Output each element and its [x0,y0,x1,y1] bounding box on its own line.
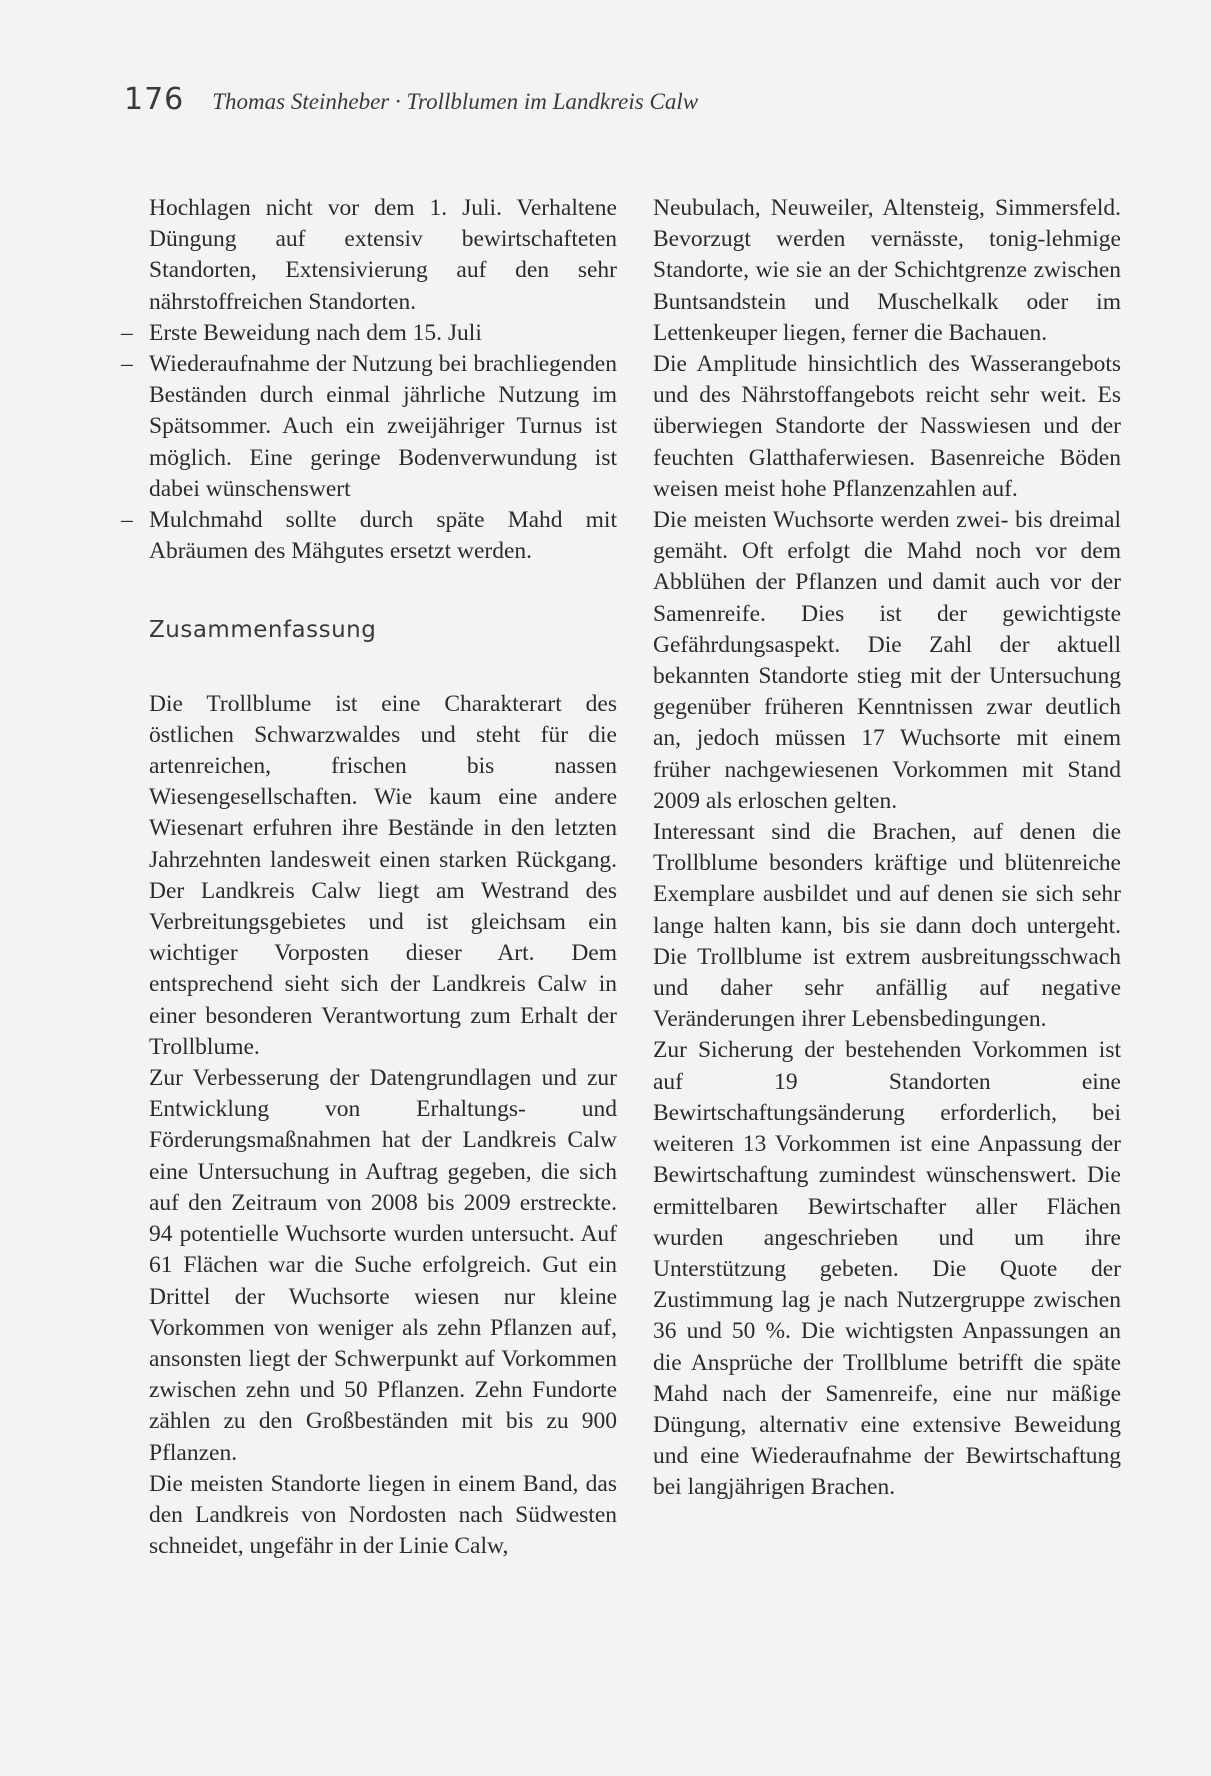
body-paragraph: Interessant sind die Brachen, auf denen die Trollblume besonders kräftige und blütenreiche Exemplare ausbildet und auf denen sie sich sehr lange halten kann, bis sie dann doch untergeht. Die Trollblume ist extrem ausbreitungsschwach und daher sehr anfällig auf negative Veränderungen ihrer Lebensbedingungen. [653,819,1121,1033]
section-heading: Zusammenfassung [149,617,377,644]
page-header [124,82,698,117]
left-column [149,193,617,1562]
body-paragraph: Zur Sicherung der bestehenden Vorkommen ist auf 19 Standorten eine Bewirtschaftungsänderung erforderlich, bei weiteren 13 Vorkommen ist eine Anpassung der Bewirtschaftung zumindest wünschenswert. Die ermittelbaren Bewirtschafter aller Flächen wurden angeschrieben und um ihre Unterstützung gebeten. Die Quote der Zustimmung lag je nach Nutzergruppe zwischen 36 und 50 %. Die wichtigsten Anpassungen an die Ansprüche der Trollblume betrifft die späte Mahd nach der Samenreife, eine nur mäßige Düngung, alternativ eine extensive Beweidung und eine Wiederaufnahme der Bewirtschaftung bei langjährigen Brachen. [653,1037,1121,1501]
measures-list [149,318,617,568]
body-paragraph: Die meisten Standorte liegen in einem Band, das den Landkreis von Nordosten nach Südwesten schneidet, ungefähr in der Linie Calw, [149,1470,617,1560]
list-item: – Wiederaufnahme der Nutzung bei brachliegenden Beständen durch einmal jährliche Nutzung im Spätsommer. Auch ein zweijähriger Turnus ist möglich. Eine geringe Bodenverwundung ist dabei wünschenswert [149,349,617,505]
body-paragraph: Die Amplitude hinsichtlich des Wasserangebots und des Nährstoffangebots reicht sehr weit. Es überwiegen Standorte der Nasswiesen und der feuchten Glatthaferwiesen. Basenreiche Böden weisen meist hohe Pflanzenzahlen auf. [653,351,1121,502]
list-item: – Mulchmahd sollte durch späte Mahd mit Abräumen des Mähgutes ersetzt werden. [149,505,617,567]
body-paragraph: Neubulach, Neuweiler, Altensteig, Simmersfeld. Bevorzugt werden vernässte, tonig-lehmige Standorte, wie sie an der Schichtgrenze zwischen Buntsandstein und Muschelkalk oder im Lettenkeuper liegen, ferner die Bachauen. [653,195,1121,346]
body-paragraph: Zur Verbesserung der Datengrundlagen und zur Entwicklung von Erhaltungs- und Förderungsmaßnahmen hat der Landkreis Calw eine Untersuchung in Auftrag gegeben, die sich auf den Zeitraum von 2008 bis 2009 erstreckte. 94 potentielle Wuchsorte wurden untersucht. Auf 61 Flächen war die Suche erfolgreich. Gut ein Drittel der Wuchsorte wiesen nur kleine Vorkommen von weniger als zehn Pflanzen auf, ansonsten liegt der Schwerpunkt auf Vorkommen zwischen zehn und 50 Pflanzen. Zehn Fundorte zählen zu den Großbeständen mit bis zu 900 Pflanzen. [149,1065,617,1466]
page-number: 176 [124,82,185,117]
list-item: – Erste Beweidung nach dem 15. Juli [149,318,617,349]
running-title: Thomas Steinheber · Trollblumen im Landkreis Calw [212,89,699,114]
intro-paragraph: Hochlagen nicht vor dem 1. Juli. Verhaltene Düngung auf extensiv bewirtschafteten Standorten, Extensivierung auf den sehr nährstoffreichen Standorten. [149,195,617,315]
right-column [653,193,1121,1504]
body-paragraph: Die Trollblume ist eine Charakterart des östlichen Schwarzwaldes und steht für die artenreichen, frischen bis nassen Wiesengesellschaften. Wie kaum eine andere Wiesenart erfuhren ihre Bestände in den letzten Jahrzehnten landesweit einen starken Rückgang. Der Landkreis Calw liegt am Westrand des Verbreitungsgebietes und ist gleichsam ein wichtiger Vorposten dieser Art. Dem entsprechend sieht sich der Landkreis Calw in einer besonderen Verantwortung zum Erhalt der Trollblume. [149,690,617,1060]
body-paragraph: Die meisten Wuchsorte werden zwei- bis dreimal gemäht. Oft erfolgt die Mahd noch vor dem Abblühen der Pflanzen und damit auch vor der Samenreife. Dies ist der gewichtigste Gefährdungsaspekt. Die Zahl der aktuell bekannten Standorte stieg mit der Untersuchung gegenüber früheren Kenntnissen zwar deutlich an, jedoch müssen 17 Wuchsorte mit einem früher nachgewiesenen Vorkommen mit Stand 2009 als erloschen gelten. [653,507,1121,814]
